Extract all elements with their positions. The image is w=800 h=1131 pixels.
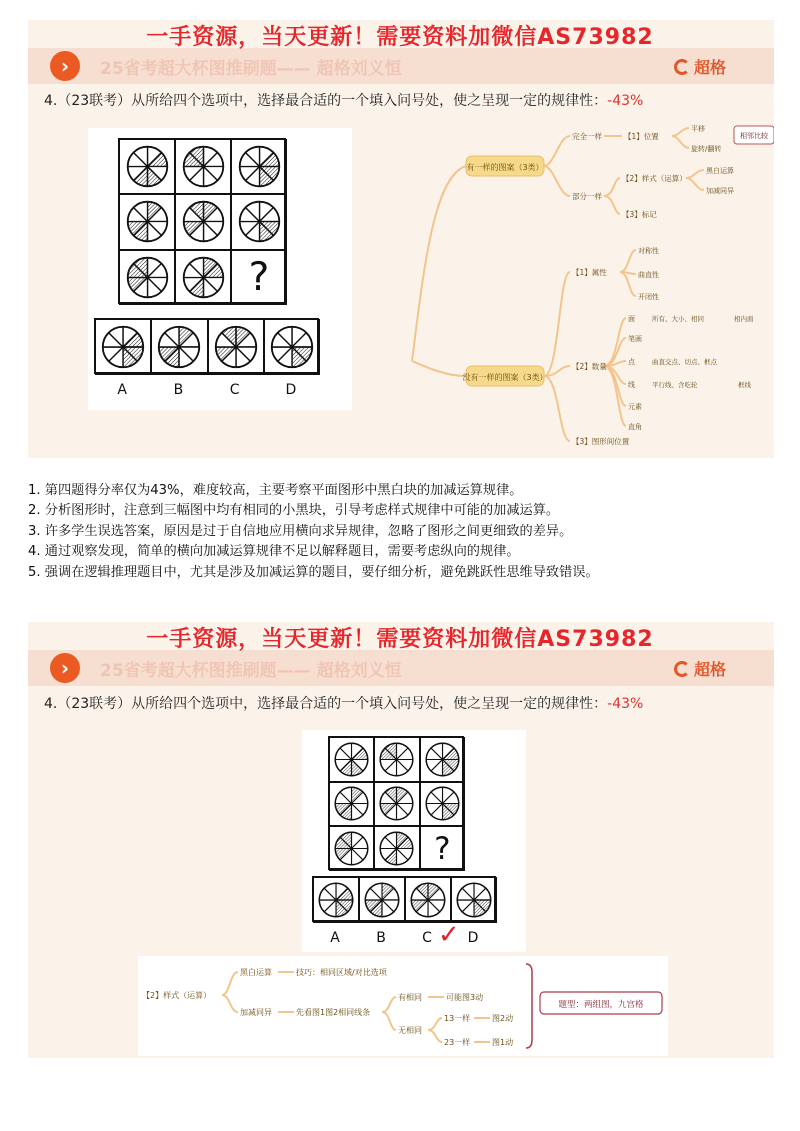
node-rotate: 旋转/翻转: [691, 145, 722, 153]
node-fig2move: 图2动: [492, 1014, 514, 1023]
option-a[interactable]: [313, 877, 359, 923]
node-point-detail: 曲直交点、切点、框点: [652, 358, 717, 366]
note-item: 1. 第四题得分率仅为43%，难度较高，主要考察平面图形中黑白块的加减运算规律。: [28, 483, 523, 498]
node-symmetry: 对称性: [638, 247, 659, 255]
option-label: D: [467, 930, 479, 946]
slide-1: [28, 20, 774, 458]
circle-figure: [409, 881, 447, 919]
node-bw-op: 黑白运算: [706, 167, 734, 175]
node-point: 点: [628, 358, 635, 366]
node-face-detail: 所有、大小、相同: [652, 315, 704, 323]
option-label: A: [330, 930, 340, 946]
grid-cell: [119, 250, 175, 305]
circle-figure: [237, 199, 282, 244]
node-partly-same: 部分一样: [572, 192, 602, 201]
c-logo-icon: [674, 59, 690, 75]
grid-cell: [329, 737, 374, 782]
question-text: [44, 90, 643, 110]
grid-cell: [175, 194, 231, 249]
circle-figure: [156, 324, 202, 370]
circle-figure: [100, 324, 146, 370]
banner-title: 25省考超大杯图推刷题—— 超格刘义恒: [100, 59, 402, 79]
node-openness: 开闭性: [638, 293, 659, 301]
circle-figure: [333, 785, 370, 822]
circle-figure: [363, 881, 401, 919]
grid-cell: [420, 737, 465, 782]
node-root: 【2】样式（运算）: [142, 991, 212, 1000]
note-item: 3. 许多学生误选答案，原因是过于自信地应用横向求异规律，忽略了图形之间更细致的差异。: [28, 523, 573, 539]
circle-figure: [213, 324, 259, 370]
circle-figure: [378, 785, 415, 822]
circle-figure: [181, 199, 226, 244]
node-stroke: 笔画: [628, 335, 642, 343]
options-row: [312, 876, 496, 922]
header-banner: [28, 48, 774, 84]
grid-cell: [420, 782, 465, 827]
node-angle: 直角: [628, 423, 642, 431]
circle-figure: [333, 830, 370, 867]
banner-title: 25省考超大杯图推刷题—— 超格刘义恒: [100, 661, 402, 681]
node-bw-op: 黑白运算: [240, 968, 272, 977]
option-d[interactable]: [451, 877, 497, 923]
circle-figure: [455, 881, 493, 919]
node-position: 【1】位置: [624, 132, 659, 141]
node-face-end: 相内面: [734, 315, 754, 323]
node-tip: 技巧：相同区域/对比选项: [296, 968, 387, 977]
score-rate: -43%: [607, 93, 644, 109]
option-b[interactable]: [359, 877, 405, 923]
brand-name: 超格: [693, 660, 726, 679]
watermark-1: 一手资源，当天更新！需要资料加微信AS73982: [146, 25, 654, 50]
node-look: 先看图1图2相同线条: [296, 1008, 371, 1017]
node-mark: 【3】标记: [622, 210, 657, 219]
circle-figure: [125, 255, 170, 300]
option-d[interactable]: [264, 319, 320, 375]
node-face: 面: [628, 315, 635, 323]
score-rate: -43%: [607, 696, 644, 712]
circle-figure: [378, 830, 415, 867]
circle-figure: [181, 255, 226, 300]
circle-figure: [424, 741, 461, 778]
grid-cell: [420, 826, 465, 871]
node-style-op: 【2】样式（运算）: [622, 174, 687, 183]
grid-cell: [329, 826, 374, 871]
option-label: C: [422, 930, 432, 946]
node-maybe3: 可能图3动: [446, 993, 484, 1002]
circle-figure: [125, 144, 170, 189]
puzzle-card: [88, 128, 352, 410]
question-mark: ?: [248, 254, 270, 300]
node-relation: 【3】图形间位置: [572, 437, 630, 446]
puzzle-card: [302, 730, 526, 952]
circle-figure: [333, 741, 370, 778]
question-stem: 4.（23联考）从所给四个选项中，选择最合适的一个填入问号处，使之呈现一定的规律性：: [44, 93, 608, 109]
node-add-sub: 加减同异: [706, 187, 734, 195]
grid-cell: [119, 139, 175, 194]
brand-logo: [674, 55, 726, 78]
grid-cell: [374, 737, 419, 782]
options-row: [94, 318, 319, 374]
brand-name: 超格: [693, 58, 726, 77]
mindmap-bottom: [138, 956, 668, 1056]
option-label: C: [229, 382, 240, 398]
grid-cell: [231, 139, 287, 194]
node-no-same: 没有一样的图案（3类）: [462, 373, 548, 382]
grid-cell: [119, 194, 175, 249]
grid-cell: [329, 782, 374, 827]
circle-figure: [317, 881, 355, 919]
c-logo-icon: [674, 661, 690, 677]
question-text: [44, 693, 643, 713]
node-line: 线: [628, 381, 635, 389]
circle-figure: [237, 144, 282, 189]
node-curvature: 曲直性: [638, 271, 659, 279]
analysis-notes: [28, 481, 788, 583]
node-has-same: 有相同: [398, 993, 422, 1002]
circle-figure: [378, 741, 415, 778]
circle-figure: [424, 785, 461, 822]
grid-cell: [175, 139, 231, 194]
chevron-right-icon[interactable]: ›: [50, 51, 80, 81]
node-one-same: 13一样: [444, 1014, 471, 1023]
circle-figure: [125, 199, 170, 244]
node-two-same: 23一样: [444, 1038, 471, 1047]
node-translate: 平移: [691, 125, 705, 133]
puzzle-grid: [328, 736, 464, 870]
grid-cell: [231, 250, 287, 305]
grid-cell: [374, 782, 419, 827]
option-c[interactable]: [405, 877, 451, 923]
grid-cell: [374, 826, 419, 871]
option-label: A: [117, 382, 127, 398]
question-mark: ?: [434, 830, 451, 867]
mindmap-top: [404, 116, 774, 456]
option-b[interactable]: [151, 319, 207, 375]
grid-cell: [231, 194, 287, 249]
node-quantity: 【2】数量: [572, 362, 607, 371]
note-item: 5. 强调在逻辑推理题目中，尤其是涉及加减运算的题目，要仔细分析，避免跳跃性思维导致错误。: [28, 564, 599, 580]
option-label: B: [376, 930, 386, 946]
circle-figure: [269, 324, 315, 370]
note-item: 2. 分析图形时，注意到三幅图中均有相同的小黑块，引导考虑样式规律中可能的加减运算。: [28, 503, 560, 519]
node-attribute: 【1】属性: [572, 268, 607, 277]
node-type: 题型：两组图，九宫格: [558, 1000, 644, 1010]
node-adjacent: 相邻比较: [740, 132, 768, 140]
question-stem: 4.（23联考）从所给四个选项中，选择最合适的一个填入问号处，使之呈现一定的规律性：: [44, 696, 608, 712]
option-label: B: [173, 382, 184, 398]
watermark-2: 一手资源，当天更新！需要资料加微信AS73982: [146, 627, 654, 652]
puzzle-grid: [118, 138, 286, 304]
node-add-sub: 加减同异: [240, 1008, 272, 1017]
node-no-same: 无相同: [398, 1026, 422, 1035]
chevron-right-icon[interactable]: ›: [50, 653, 80, 683]
option-a[interactable]: [95, 319, 151, 375]
note-item: 4. 通过观察发现，简单的横向加减运算规律不足以解释题目，需要考虑纵向的规律。: [28, 544, 520, 560]
answer-check-icon: ✓: [438, 920, 460, 950]
node-line-end: 框线: [738, 381, 751, 389]
option-label: D: [285, 382, 297, 398]
grid-cell: [175, 250, 231, 305]
node-fig1move: 图1动: [492, 1038, 514, 1047]
node-element: 元素: [628, 403, 642, 411]
circle-figure: [181, 144, 226, 189]
node-all-same: 完全一样: [572, 132, 602, 141]
slide-2: [28, 622, 774, 1058]
option-c[interactable]: [208, 319, 264, 375]
header-banner: [28, 650, 774, 686]
brand-logo: [674, 657, 726, 680]
node-has-same: 有一样的图案（3类）: [466, 163, 544, 172]
node-line-detail: 平行线、含吃轮: [652, 381, 698, 389]
